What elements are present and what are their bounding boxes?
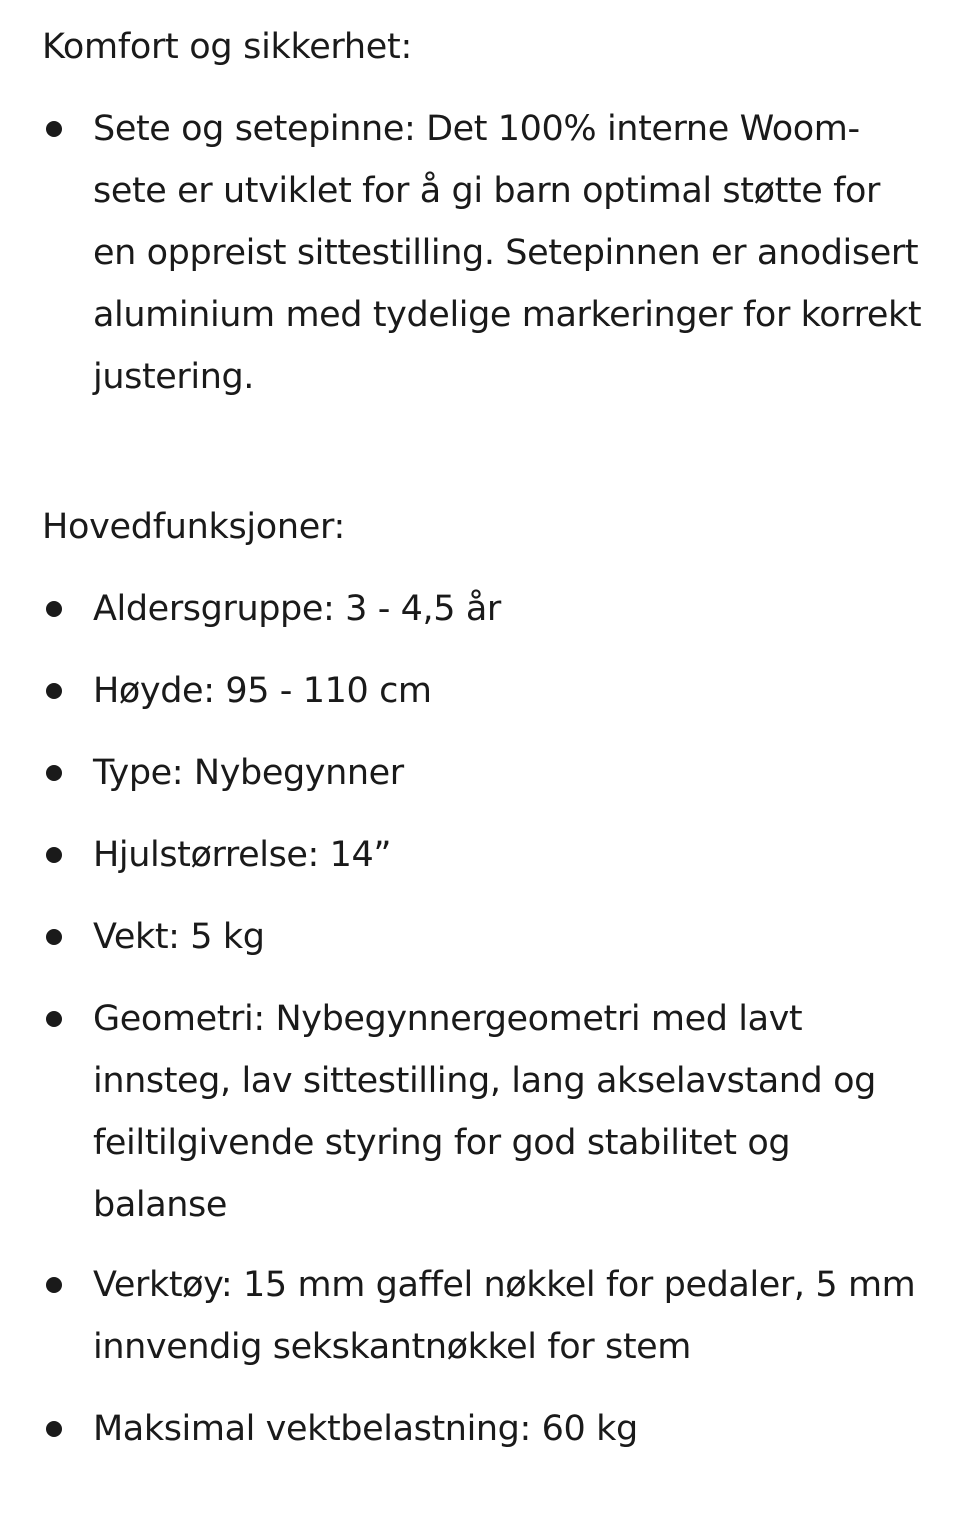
list-item-text	[93, 742, 922, 804]
list-item-weight	[42, 906, 922, 968]
bullet-icon	[46, 1277, 62, 1293]
list-item-text	[93, 660, 922, 722]
list-item-text	[93, 98, 922, 408]
list-item-label: Verktøy:	[93, 1265, 233, 1305]
section-heading-comfort: Komfort og sikkerhet:	[42, 27, 412, 67]
list-item-value: 14”	[329, 835, 392, 875]
list-item-value: Sete og setepinne: Det 100% interne Woom-sete er utviklet for å gi barn optimal støtte for en oppreist sittestilling. Setepinnen er anodisert aluminium med tydelige markeringer for korrekt justering.	[93, 109, 922, 397]
list-item-tools	[42, 1254, 922, 1378]
bullet-icon	[46, 765, 62, 781]
list-item-wheel-size	[42, 824, 922, 886]
list-item-label: Maksimal vektbelastning:	[93, 1409, 531, 1449]
bullet-icon	[46, 1011, 62, 1027]
bullet-icon	[46, 601, 62, 617]
list-item-type	[42, 742, 922, 804]
list-item-label: Type:	[93, 753, 184, 793]
list-item-label: Aldersgruppe:	[93, 589, 335, 629]
list-item-height	[42, 660, 922, 722]
list-item-age-group	[42, 578, 922, 640]
list-item-value: 95 - 110 cm	[225, 671, 432, 711]
list-item-value: Nybegynner	[193, 753, 404, 793]
list-item-text	[93, 824, 922, 886]
list-item-text	[93, 578, 922, 640]
list-item-value: 60 kg	[541, 1409, 638, 1449]
list-item-text	[93, 988, 922, 1236]
list-item-text	[93, 1254, 922, 1378]
bullet-icon	[46, 683, 62, 699]
list-item-value: 3 - 4,5 år	[345, 589, 501, 629]
list-item-text	[93, 1398, 922, 1460]
list-item-label: Geometri:	[93, 999, 265, 1039]
list-item-seat	[42, 98, 922, 408]
bullet-icon	[46, 1421, 62, 1437]
bullet-icon	[46, 847, 62, 863]
list-item-text	[93, 906, 922, 968]
list-item-label: Vekt:	[93, 917, 180, 957]
list-item-value: Nybegynnergeometri med lavt innsteg, lav sittestilling, lang akselavstand og feiltilgivende styring for god stabilitet og balanse	[93, 999, 876, 1225]
bullet-icon	[46, 929, 62, 945]
section-heading-main-features: Hovedfunksjoner:	[42, 507, 346, 547]
bullet-icon	[46, 121, 62, 137]
list-item-label: Høyde:	[93, 671, 215, 711]
list-item-value: 15 mm gaffel nøkkel for pedaler, 5 mm innvendig sekskantnøkkel for stem	[93, 1265, 916, 1367]
list-item-geometry	[42, 988, 922, 1236]
list-item-value: 5 kg	[190, 917, 265, 957]
list-item-max-load	[42, 1398, 922, 1460]
list-item-label: Hjulstørrelse:	[93, 835, 319, 875]
